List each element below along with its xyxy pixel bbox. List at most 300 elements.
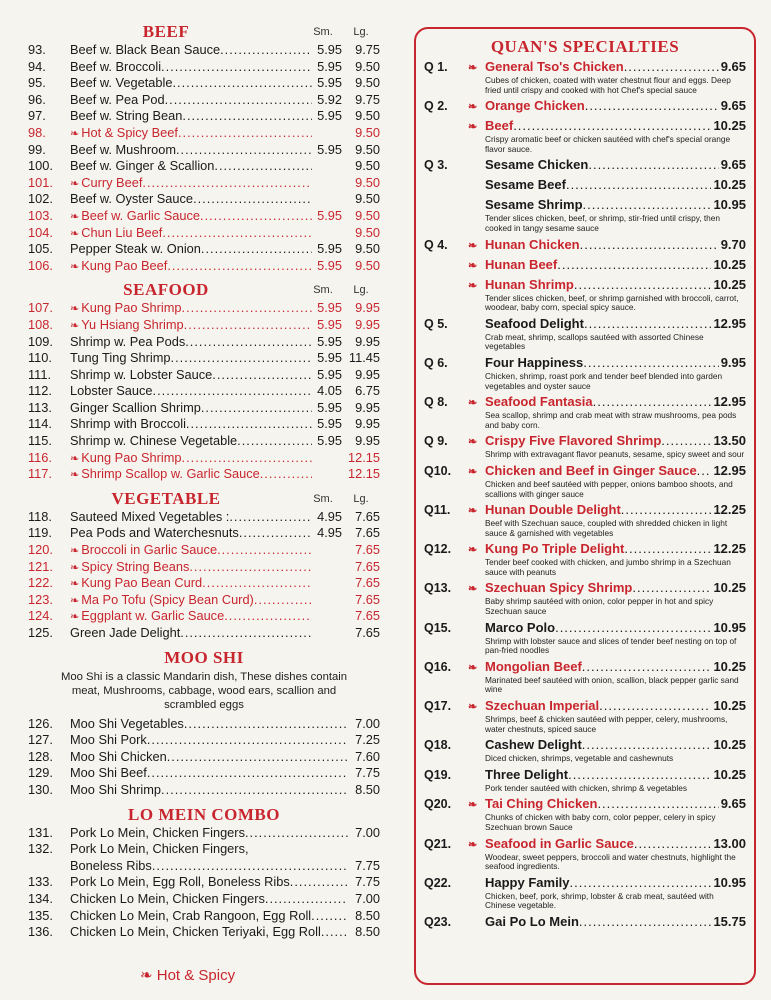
specialty-item (424, 502, 746, 519)
price-small: 5.95 (317, 416, 342, 432)
specialty-name-wrap (485, 580, 711, 595)
dot-leader (180, 625, 312, 640)
item-number: 105. (28, 241, 53, 257)
specialty-name: Hunan Beef (485, 256, 558, 272)
item-name: Moo Shi Vegetables (70, 715, 184, 731)
chili-pepper-icon: ❧ (70, 260, 80, 273)
dot-leader (311, 908, 348, 923)
menu-item (28, 891, 380, 908)
dot-leader (265, 891, 348, 906)
dot-leader (176, 142, 312, 157)
chili-pepper-icon: ❧ (70, 227, 80, 240)
menu-item (28, 158, 380, 175)
dot-leader (661, 433, 711, 448)
specialty-price: 10.25 (713, 698, 746, 714)
price-large: 9.95 (355, 399, 380, 415)
price: 7.75 (355, 765, 380, 781)
price: 7.00 (355, 890, 380, 906)
item-number: 125. (28, 625, 53, 640)
price-large: 9.95 (355, 366, 380, 382)
chili-pepper-icon: ❧ (468, 661, 478, 674)
menu-item (28, 858, 380, 875)
specialty-description: Crab meat, shrimp, scallops sautéed with assorted Chinese vegetables (485, 331, 704, 352)
item-name: Hot & Spicy Beef (81, 124, 178, 140)
specialty-name-wrap (485, 502, 711, 517)
specialty-name-wrap (485, 433, 711, 448)
dot-leader (580, 237, 719, 252)
price-large: 7.65 (355, 608, 380, 624)
dot-leader (583, 197, 712, 212)
price-large: 9.50 (355, 257, 380, 273)
specialty-description: Tender beef cooked with chicken, and jumbo shrimp in a Szechuan sauce with peanuts (485, 557, 731, 577)
item-name: Beef w. Broccoli (70, 58, 162, 74)
menu-item (28, 732, 380, 749)
menu-item (28, 765, 380, 782)
dot-leader (585, 98, 719, 113)
chili-pepper-icon: ❧ (70, 127, 80, 140)
price-large: 7.65 (355, 591, 380, 607)
specialty-name: Happy Family (485, 874, 570, 890)
item-name: Curry Beef (81, 174, 143, 190)
chili-pepper-icon: ❧ (468, 701, 478, 714)
item-number: 112. (28, 383, 52, 399)
dot-leader (260, 466, 312, 481)
price-large: 6.75 (355, 383, 380, 399)
dot-leader (697, 463, 712, 478)
specialty-code: Q 2. (424, 99, 448, 114)
dot-leader (290, 874, 348, 889)
specialty-name: Beef (485, 118, 514, 134)
dot-leader (220, 42, 312, 57)
specialty-name: Sesame Chicken (485, 157, 589, 173)
dot-leader (584, 316, 712, 331)
specialty-price: 10.25 (713, 737, 746, 753)
dot-leader (193, 191, 312, 206)
chili-pepper-icon: ❧ (468, 259, 478, 272)
item-name-wrap (70, 608, 312, 623)
specialty-code: Q 6. (424, 355, 448, 370)
item-number: 116. (28, 449, 52, 465)
item-name: Moo Shi Chicken (70, 748, 167, 764)
item-name: Beef w. Ginger & Scallion (70, 158, 215, 174)
item-number: 135. (28, 907, 53, 923)
dot-leader (182, 300, 312, 315)
item-name: Shrimp w. Lobster Sauce (70, 366, 213, 382)
menu-item (28, 749, 380, 766)
specialty-item (424, 277, 746, 294)
item-name-wrap (70, 225, 312, 240)
specialty-item (424, 177, 746, 194)
column-small-label: Sm. (313, 284, 333, 297)
specialty-name: Three Delight (485, 766, 569, 782)
specialty-name-wrap (485, 197, 711, 212)
menu-item (28, 874, 380, 891)
specialty-price: 10.25 (713, 658, 746, 674)
specialty-item (424, 237, 746, 254)
item-name-wrap (70, 874, 348, 889)
chili-pepper-icon: ❧ (468, 465, 478, 478)
item-name-wrap (70, 400, 312, 415)
chili-pepper-icon: ❧ (468, 799, 478, 812)
chili-pepper-icon: ❧ (70, 319, 80, 332)
specialty-item (424, 316, 746, 333)
specialty-name: Orange Chicken (485, 98, 585, 114)
chili-pepper-icon: ❧ (468, 436, 478, 449)
section-header (28, 280, 380, 300)
dot-leader (147, 732, 348, 747)
specialty-item (424, 620, 746, 637)
menu-item (28, 241, 380, 258)
specialty-price: 10.25 (713, 256, 746, 272)
column-small-label: Sm. (313, 492, 333, 505)
item-name-wrap (70, 75, 312, 90)
dot-leader (245, 825, 348, 840)
item-name: Kung Pao Beef (81, 257, 168, 273)
price-small: 5.95 (317, 350, 342, 366)
dot-leader (161, 59, 312, 74)
specialty-price: 10.95 (713, 197, 746, 213)
specialty-name-wrap (485, 698, 711, 713)
item-name-wrap (70, 142, 312, 157)
specialty-name: Kung Po Triple Delight (485, 541, 625, 557)
item-name: Pepper Steak w. Onion (70, 241, 201, 257)
menu-item (28, 575, 380, 592)
dot-leader (186, 416, 312, 431)
price-small: 5.95 (317, 241, 342, 257)
menu-item (28, 191, 380, 208)
menu-item (28, 142, 380, 159)
item-number: 107. (28, 300, 53, 316)
dot-leader (178, 125, 312, 140)
section-header (28, 22, 380, 42)
price-large: 9.75 (355, 91, 380, 107)
specialty-name-wrap (485, 914, 711, 929)
price-small: 5.95 (317, 75, 342, 91)
price-small: 5.95 (317, 433, 342, 449)
dot-leader (593, 394, 712, 409)
specialty-price: 9.95 (720, 354, 746, 370)
specialty-description: Beef with Szechuan sauce, coupled with shredded chicken in light sauce & garnished with vegetables (485, 518, 728, 538)
specialties-list (424, 59, 746, 934)
specialty-item (424, 98, 746, 115)
price: 7.00 (355, 715, 380, 731)
menu-item (28, 716, 380, 733)
specialty-price: 9.65 (720, 157, 746, 173)
specialty-item (424, 157, 746, 174)
price-large: 7.65 (355, 542, 380, 558)
specialty-description: Marinated beef sautéed with onion, scallion, black pepper garlic sand wine (485, 674, 739, 695)
item-number: 127. (28, 732, 53, 748)
dot-leader (171, 350, 312, 365)
item-number: 132. (28, 841, 53, 857)
item-name: Green Jade Delight (70, 625, 181, 640)
price: 7.00 (355, 824, 380, 840)
item-name: Chun Liu Beef (81, 224, 163, 240)
item-name: Beef w. Garlic Sauce (81, 207, 201, 223)
item-number: 115. (28, 433, 52, 449)
item-number: 118. (28, 508, 52, 524)
item-number: 134. (28, 890, 53, 906)
item-number: 97. (28, 108, 46, 124)
column-large-label: Lg. (353, 26, 369, 38)
menu-item (28, 592, 380, 609)
specialty-code: Q18. (424, 738, 452, 753)
specialty-name-wrap (485, 875, 711, 890)
price-small: 5.95 (317, 42, 342, 57)
item-name-wrap (70, 125, 312, 140)
item-number: 111. (28, 366, 52, 382)
chili-pepper-icon: ❧ (70, 578, 80, 591)
item-name-wrap (70, 175, 312, 190)
specialty-code: Q12. (424, 542, 452, 557)
dot-leader (212, 367, 312, 382)
dot-leader (152, 858, 348, 873)
item-number: 130. (28, 781, 53, 797)
item-name-wrap (70, 367, 312, 382)
specialty-name-wrap (485, 257, 711, 272)
chili-pepper-icon: ❧ (468, 505, 478, 518)
specialty-price: 12.25 (713, 502, 746, 518)
specialty-item (424, 463, 746, 480)
chili-pepper-icon: ❧ (70, 452, 80, 465)
specialty-code: Q 1. (424, 60, 448, 74)
specialty-code: Q 4. (424, 237, 448, 252)
section-description: Moo Shi is a classic Mandarin dish, These dishes contain meat, Mushrooms, cabbage, wood ears, scallion and scrambled eggs (60, 670, 348, 711)
item-name: Pork Lo Mein, Egg Roll, Boneless Ribs (70, 874, 290, 890)
chili-pepper-icon: ❧ (468, 62, 478, 74)
specialty-item (424, 541, 746, 558)
item-name-wrap (70, 258, 312, 273)
price-small: 5.95 (317, 257, 342, 273)
price-large: 9.50 (355, 191, 380, 207)
item-name-wrap (70, 559, 312, 574)
specialty-description: Diced chicken, shrimps, vegetable and cashewnuts (485, 753, 674, 764)
specialty-name-wrap (485, 394, 711, 409)
item-number: 131. (28, 824, 53, 840)
item-name-wrap (70, 317, 312, 332)
specialty-price: 10.25 (713, 580, 746, 596)
dot-leader (513, 118, 711, 133)
specialty-name-wrap (485, 659, 711, 674)
item-name: Boneless Ribs (70, 857, 152, 873)
specialty-description: Shrimps, beef & chicken sautéed with pepper, celery, mushrooms, water chestnuts, spiced sauce (485, 714, 728, 734)
dot-leader (147, 765, 348, 780)
specialty-code: Q22. (424, 875, 452, 890)
dot-leader (583, 355, 718, 370)
item-name-wrap (70, 716, 348, 731)
chili-pepper-icon: ❧ (70, 210, 80, 223)
specialty-item (424, 394, 746, 411)
menu-item (28, 383, 380, 400)
menu-item (28, 92, 380, 109)
specialty-name: Four Happiness (485, 354, 584, 370)
item-name-wrap (70, 158, 312, 173)
item-number: 93. (28, 42, 46, 57)
specialty-name: Hunan Double Delight (485, 502, 621, 518)
left-column (28, 20, 380, 945)
item-number: 108. (28, 316, 53, 332)
price-large: 12.15 (347, 466, 380, 482)
dot-leader (165, 92, 312, 107)
price: 7.25 (355, 732, 380, 748)
dot-leader (557, 257, 711, 272)
price-large: 7.65 (355, 625, 380, 640)
specialty-description: Sea scallop, shrimp and crab meat with straw mushrooms, pea pods and baby corn. (485, 410, 737, 430)
specialty-item (424, 914, 746, 931)
item-name: Chicken Lo Mein, Chicken Teriyaki, Egg Roll (70, 924, 321, 940)
specialty-item (424, 737, 746, 754)
price-large: 7.65 (355, 558, 380, 574)
chili-pepper-icon: ❧ (468, 279, 478, 292)
menu-item (28, 841, 380, 858)
dot-leader (624, 59, 719, 74)
menu-item (28, 300, 380, 317)
specialty-description: Woodear, sweet peppers, broccoli and water chestnuts, highlight the seafood ingredients. (485, 851, 736, 872)
dot-leader (153, 383, 312, 398)
dot-leader (597, 796, 718, 811)
item-name: Moo Shi Shrimp (70, 781, 162, 797)
specialty-name-wrap (485, 177, 711, 192)
specialty-description: Crispy aromatic beef or chicken sautéed with chef's special orange flavor sauce. (485, 134, 731, 154)
item-name: Shrimp w. Pea Pods (70, 333, 186, 349)
item-name: Kung Pao Shrimp (81, 300, 182, 316)
item-name: Chicken Lo Mein, Crab Rangoon, Egg Roll (70, 907, 312, 923)
price-large: 9.95 (355, 433, 380, 449)
specialty-item (424, 767, 746, 784)
dot-leader (621, 502, 712, 517)
section-title: MOO SHI (164, 647, 244, 667)
item-number: 119. (28, 525, 52, 541)
price-small: 5.95 (317, 316, 342, 332)
specialty-code: Q15. (424, 620, 452, 635)
menu-item (28, 42, 380, 59)
price-large: 9.50 (355, 224, 380, 240)
specialty-name-wrap (485, 463, 711, 478)
price-small: 5.92 (317, 91, 342, 107)
chili-pepper-icon: ❧ (468, 121, 478, 134)
item-name-wrap (70, 92, 312, 107)
dot-leader (568, 767, 711, 782)
dot-leader (201, 241, 312, 256)
price: 8.50 (355, 924, 380, 940)
specialty-code: Q23. (424, 914, 452, 929)
item-name-wrap (70, 383, 312, 398)
price: 8.50 (355, 781, 380, 797)
chili-pepper-icon: ❧ (468, 583, 478, 596)
item-name: Shrimp with Broccoli (70, 416, 186, 432)
price-large: 9.50 (355, 241, 380, 257)
chili-pepper-icon: ❧ (70, 303, 80, 316)
price-large: 9.50 (355, 141, 380, 157)
item-name-wrap (70, 782, 348, 797)
specialty-item (424, 796, 746, 813)
dot-leader (202, 575, 312, 590)
price-large: 9.75 (355, 42, 380, 57)
item-name: Yu Hsiang Shrimp (81, 316, 184, 332)
chili-pepper-icon: ❧ (468, 239, 478, 252)
section-header (28, 489, 380, 509)
item-name-wrap (70, 732, 348, 747)
specialty-code: Q 8. (424, 395, 448, 410)
specialty-description: Baby shrimp sautéed with onion, color pepper in hot and spicy Szechuan sauce (485, 596, 714, 617)
specialty-code: Q17. (424, 699, 452, 714)
dot-leader (172, 75, 312, 90)
specialty-item (424, 875, 746, 892)
specialty-description: Shrimp with extravagant flavor peanuts, sesame, spicy sweet and sour (485, 449, 745, 460)
item-name: Kung Pao Shrimp (81, 449, 182, 465)
menu-item (28, 525, 380, 542)
chili-pepper-icon: ❧ (468, 397, 478, 410)
item-number: 124. (28, 608, 53, 624)
item-name: Kung Pao Bean Curd (81, 575, 203, 591)
dot-leader (634, 836, 712, 851)
dot-leader (321, 924, 348, 939)
item-number: 114. (28, 416, 52, 432)
specialty-price: 12.95 (713, 462, 746, 478)
specialty-description: Shrimp with lobster sauce and slices of tender beef nesting on top of pan-fried noodles (485, 635, 737, 656)
item-number: 95. (28, 75, 46, 91)
item-number: 129. (28, 765, 53, 781)
specialty-price: 10.25 (713, 276, 746, 292)
specialty-description: Pork tender sautéed with chicken, shrimp & vegetables (485, 782, 687, 793)
dot-leader (574, 277, 712, 292)
dot-leader (566, 177, 712, 192)
specialty-name-wrap (485, 118, 711, 133)
item-number: 110. (28, 350, 52, 366)
specialty-name: General Tso's Chicken (485, 59, 624, 74)
specialty-item (424, 197, 746, 214)
chili-pepper-icon: ❧ (70, 611, 80, 624)
specialties-title: QUAN'S SPECIALTIES (490, 37, 680, 56)
item-number: 98. (28, 124, 46, 140)
price-small: 4.05 (317, 383, 342, 399)
specialty-name-wrap (485, 355, 719, 370)
column-small-label: Sm. (313, 26, 333, 38)
menu-item (28, 542, 380, 559)
column-large-label: Lg. (353, 284, 369, 297)
specialty-code: Q19. (424, 767, 452, 782)
item-name: Beef w. Pea Pod (70, 91, 165, 107)
dot-leader (182, 108, 312, 123)
menu-item (28, 782, 380, 799)
dot-leader (217, 542, 312, 557)
section-title: SEAFOOD (123, 280, 209, 300)
dot-leader (167, 749, 348, 764)
specialty-description: Tender slices chicken, beef, or shrimp, stir-fried until crispy, then cooked in tangy sesame sauce (485, 213, 721, 233)
price-small: 5.95 (317, 366, 342, 382)
menu-item (28, 608, 380, 625)
chili-pepper-icon: ❧ (70, 545, 80, 558)
item-name-wrap (70, 625, 312, 640)
dot-leader (555, 620, 711, 635)
specialty-price: 9.70 (720, 236, 746, 252)
item-name-wrap (70, 300, 312, 315)
item-name-wrap (70, 592, 312, 607)
item-number: 101. (28, 174, 53, 190)
item-number: 123. (28, 591, 53, 607)
price-small: 5.95 (317, 399, 342, 415)
price-large: 9.50 (355, 58, 380, 74)
dot-leader (214, 158, 312, 173)
item-number: 133. (28, 874, 53, 890)
price-large: 7.65 (355, 525, 380, 541)
dot-leader (579, 914, 712, 929)
item-name: Pork Lo Mein, Chicken Fingers, (70, 841, 249, 857)
specialty-item (424, 433, 746, 450)
item-name: Shrimp Scallop w. Garlic Sauce (81, 466, 260, 482)
specialty-price: 10.25 (713, 766, 746, 782)
dot-leader (632, 580, 711, 595)
